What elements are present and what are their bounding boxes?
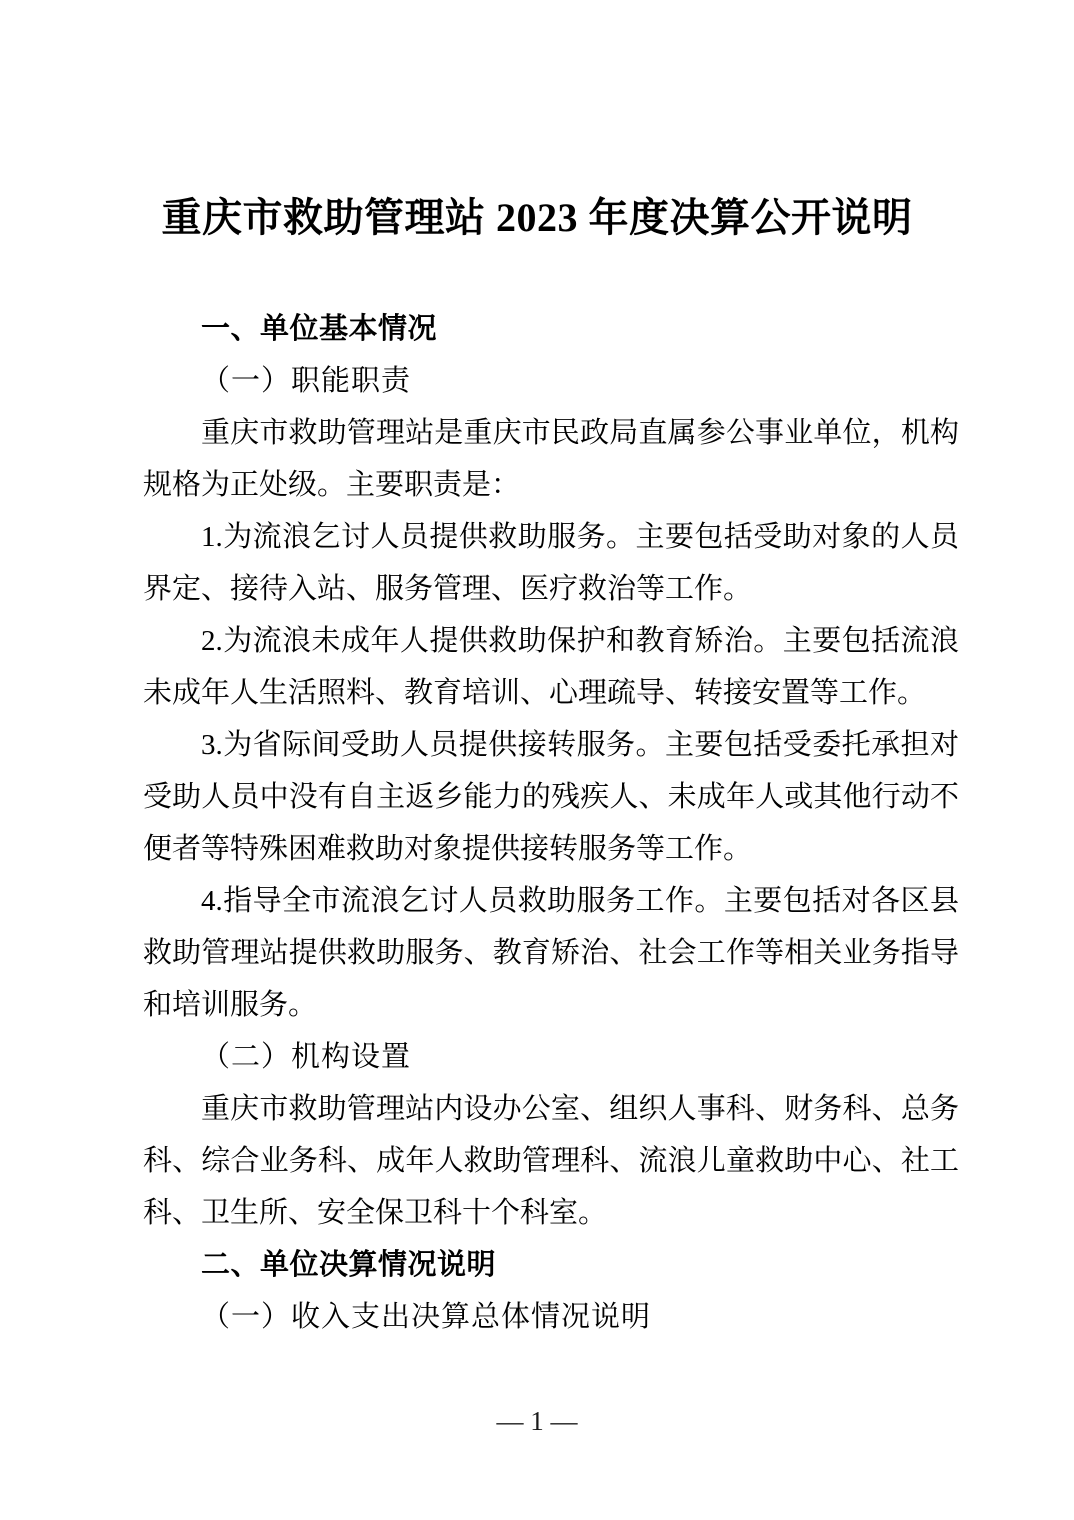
paragraph-duty-1: 1.为流浪乞讨人员提供救助服务。主要包括受助对象的人员界定、接待入站、服务管理、医疗救治等工作。: [143, 521, 959, 605]
document-body: [143, 303, 959, 1343]
subsection-heading-functions-duties: （一）职能职责: [201, 365, 412, 397]
paragraph-duty-4: 4.指导全市流浪乞讨人员救助服务工作。主要包括对各区县救助管理站提供救助服务、教育矫治、社会工作等相关业务指导和培训服务。: [143, 885, 959, 1021]
subsection-heading-organization-setup: （二）机构设置: [201, 1041, 412, 1073]
section-heading-unit-basic-info: 一、单位基本情况: [201, 313, 438, 345]
page-number: — 1 —: [496, 1406, 578, 1436]
paragraph-unit-overview: 重庆市救助管理站是重庆市民政局直属参公事业单位，机构规格为正处级。主要职责是：: [143, 417, 959, 501]
subsection-heading-income-expenditure-overview: （一）收入支出决算总体情况说明: [201, 1301, 652, 1333]
paragraph-duty-2: 2.为流浪未成年人提供救助保护和教育矫治。主要包括流浪未成年人生活照料、教育培训、心理疏导、转接安置等工作。: [143, 625, 959, 709]
section-heading-final-accounts: 二、单位决算情况说明: [201, 1249, 497, 1281]
paragraph-organization-departments: 重庆市救助管理站内设办公室、组织人事科、财务科、总务科、综合业务科、成年人救助管理科、流浪儿童救助中心、社工科、卫生所、安全保卫科十个科室。: [143, 1093, 959, 1229]
document-title: 重庆市救助管理站 2023 年度决算公开说明: [161, 195, 913, 240]
paragraph-duty-3: 3.为省际间受助人员提供接转服务。主要包括受委托承担对受助人员中没有自主返乡能力的残疾人、未成年人或其他行动不便者等特殊困难救助对象提供接转服务等工作。: [143, 729, 959, 865]
